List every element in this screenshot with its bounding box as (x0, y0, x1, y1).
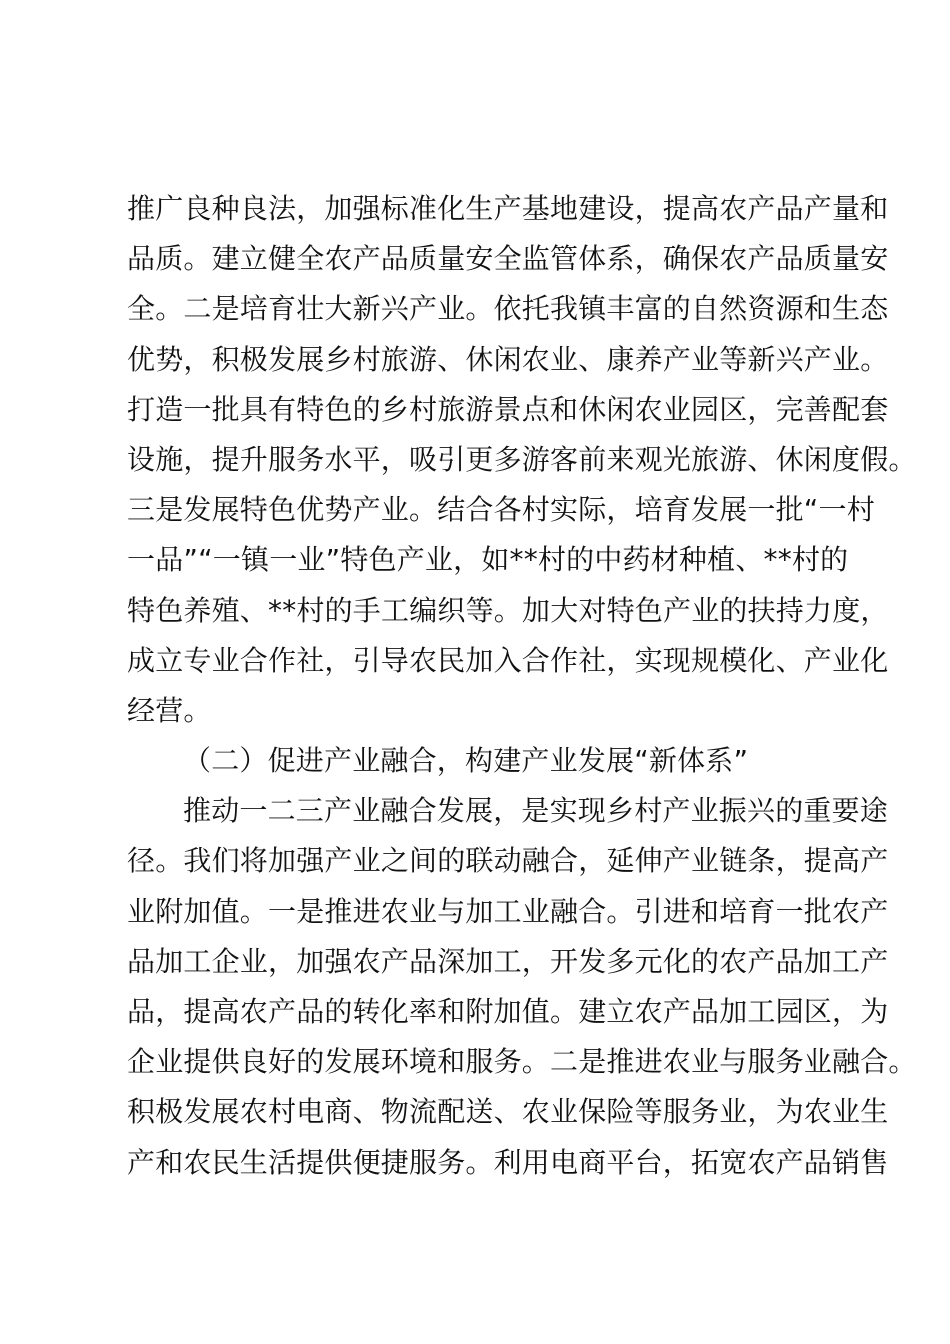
text-line: 品质。建立健全农产品质量安全监管体系，确保农产品质量安 (127, 242, 889, 276)
text-line: 径。我们将加强产业之间的联动融合，延伸产业链条，提高产 (127, 844, 889, 878)
paragraph-continued (127, 184, 917, 736)
text-line: 产和农民生活提供便捷服务。利用电商平台，拓宽农产品销售 (127, 1145, 889, 1179)
text-line: 品加工企业，加强农产品深加工，开发多元化的农产品加工产 (127, 944, 889, 978)
section-heading: （二）促进产业融合，构建产业发展“新体系” (183, 744, 749, 778)
text-line: 成立专业合作社，引导农民加入合作社，实现规模化、产业化 (127, 643, 889, 677)
text-line: 打造一批具有特色的乡村旅游景点和休闲农业园区，完善配套 (127, 392, 889, 426)
document-body (127, 184, 917, 1188)
text-line: 特色养殖、**村的手工编织等。加大对特色产业的扶持力度， (127, 593, 889, 627)
text-line: 品，提高农产品的转化率和附加值。建立农产品加工园区，为 (127, 995, 889, 1028)
text-line: 经营。 (127, 693, 212, 727)
text-line: 全。二是培育壮大新兴产业。依托我镇丰富的自然资源和生态 (127, 292, 889, 326)
text-line: 企业提供良好的发展环境和服务。二是推进农业与服务业融合。 (127, 1045, 917, 1079)
text-line: 推广良种良法，加强标准化生产基地建设，提高农产品产量和 (127, 192, 889, 225)
text-line: 积极发展农村电商、物流配送、农业保险等服务业，为农业生 (127, 1095, 889, 1129)
text-line: 优势，积极发展乡村旅游、休闲农业、康养产业等新兴产业。 (127, 342, 889, 376)
paragraph (127, 786, 917, 1188)
text-line: 一品”“一镇一业”特色产业，如**村的中药材种植、**村的 (127, 543, 849, 577)
text-line: 业附加值。一是推进农业与加工业融合。引进和培育一批农产 (127, 894, 889, 928)
text-line: 设施，提升服务水平，吸引更多游客前来观光旅游、休闲度假。 (127, 442, 917, 476)
text-line: 三是发展特色优势产业。结合各村实际，培育发展一批“一村 (127, 493, 875, 527)
text-line: 推动一二三产业融合发展，是实现乡村产业振兴的重要途 (183, 794, 889, 828)
